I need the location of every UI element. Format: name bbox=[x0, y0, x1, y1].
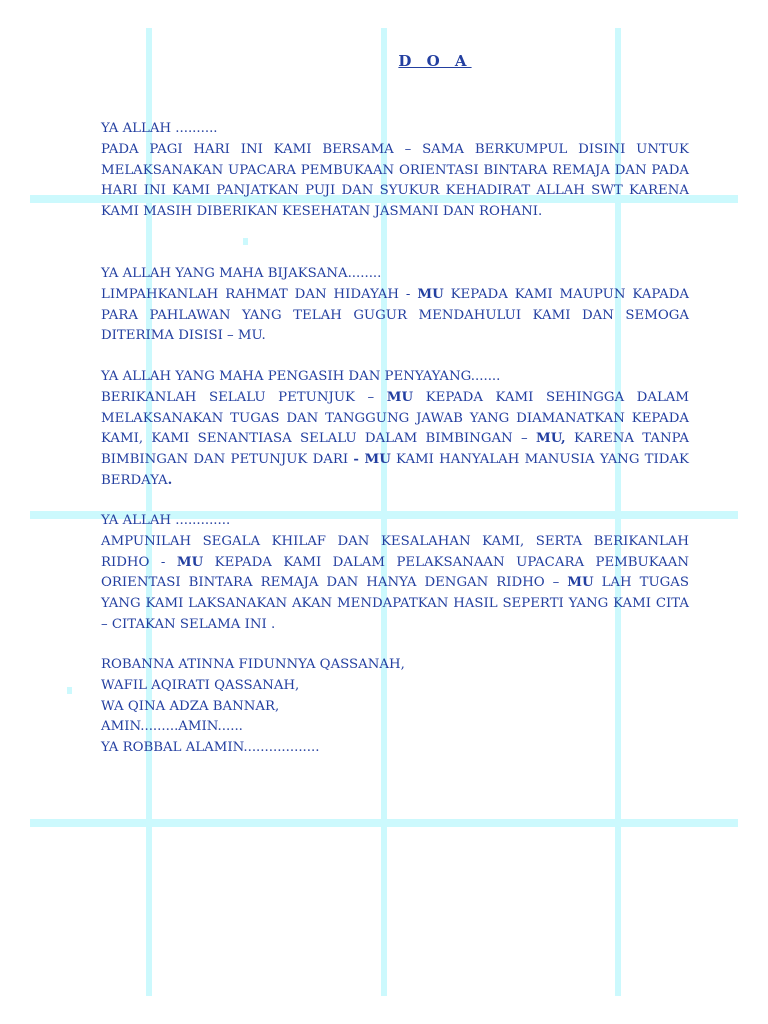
grid-line-horizontal bbox=[30, 819, 738, 827]
paragraph-heading: YA ALLAH YANG MAHA BIJAKSANA........ bbox=[101, 266, 382, 281]
end-period: . bbox=[167, 472, 173, 488]
paragraph-heading: YA ALLAH YANG MAHA PENGASIH DAN PENYAYANG....... bbox=[101, 369, 501, 384]
body-text: KEPADA KAMI SEHINGGA DALAM MELAKSANAKAN TUGAS DAN TANGGUNG JAWAB YANG DIAMANATKAN KEPADA KAMI, KAMI SENANTIASA SELALU DALAM BIMBINGAN – bbox=[101, 389, 689, 447]
prayer-paragraph-3 bbox=[101, 367, 689, 492]
closing-line: WA QINA ADZA BANNAR, bbox=[101, 698, 280, 714]
closing-line: AMIN.........AMIN...... bbox=[101, 719, 243, 735]
mu-emphasis: MU bbox=[417, 286, 444, 302]
document-title: D O A bbox=[398, 52, 472, 70]
paragraph-heading: YA ALLAH .......... bbox=[101, 121, 218, 136]
paragraph-heading: YA ALLAH ............. bbox=[101, 513, 231, 528]
body-text: AMPUNILAH SEGALA KHILAF DAN KESALAHAN KAMI, SERTA BERIKANLAH RIDHO - bbox=[101, 533, 689, 570]
body-text: LIMPAHKANLAH RAHMAT DAN HIDAYAH - bbox=[101, 286, 418, 302]
mu-emphasis: MU bbox=[567, 575, 594, 591]
closing-line: YA ROBBAL ALAMIN.................. bbox=[101, 740, 320, 756]
mu-emphasis: - MU bbox=[353, 452, 391, 468]
body-text: BERIKANLAH SELALU PETUNJUK – bbox=[101, 389, 387, 405]
mu-emphasis: MU bbox=[176, 554, 204, 570]
paragraph-body bbox=[101, 285, 689, 347]
prayer-paragraph-4 bbox=[101, 511, 689, 636]
body-text: KEPADA KAMI MAUPUN KAPADA PARA PAHLAWAN YANG TELAH GUGUR MENDAHULUI KAMI DAN SEMOGA DITERIMA DISISI – MU. bbox=[101, 286, 689, 344]
body-text: KEPADA KAMI DALAM PELAKSANAAN UPACARA PEMBUKAAN ORIENTASI BINTARA REMAJA DAN HANYA DENGAN RIDHO – bbox=[101, 554, 689, 591]
body-text: LAH TUGAS YANG KAMI LAKSANAKAN AKAN MENDAPATKAN HASIL SEPERTI YANG KAMI CITA – CITAKAN SELAMA INI . bbox=[101, 575, 690, 632]
prayer-paragraph-2 bbox=[101, 264, 689, 347]
body-text: KAMI HANYALAH MANUSIA YANG TIDAK BERDAYA bbox=[101, 452, 689, 488]
paragraph-body bbox=[101, 532, 689, 636]
closing-line: ROBANNA ATINNA FIDUNNYA QASSANAH, bbox=[101, 657, 405, 672]
paragraph-body bbox=[101, 388, 689, 492]
paragraph-body: PADA PAGI HARI INI KAMI BERSAMA – SAMA BERKUMPUL DISINI UNTUK MELAKSANAKAN UPACARA PEMBUKAAN ORIENTASI BINTARA REMAJA DAN PADA HARI INI KAMI PANJATKAN PUJI DAN SYUKUR KEHADIRAT ALLAH SWT KARENA KAMI MASIH DIBERIKAN KESEHATAN JASMANI DAN ROHANI. bbox=[101, 141, 689, 220]
grid-mark bbox=[67, 687, 72, 694]
grid-mark bbox=[243, 238, 248, 245]
prayer-paragraph-1 bbox=[101, 119, 689, 223]
mu-emphasis: MU bbox=[386, 389, 414, 405]
closing-line: WAFIL AQIRATI QASSANAH, bbox=[101, 677, 300, 693]
mu-emphasis: MU, bbox=[535, 431, 566, 447]
closing-prayer bbox=[101, 655, 689, 759]
body-text: KARENA TANPA BIMBINGAN DAN PETUNJUK DARI bbox=[101, 431, 689, 468]
